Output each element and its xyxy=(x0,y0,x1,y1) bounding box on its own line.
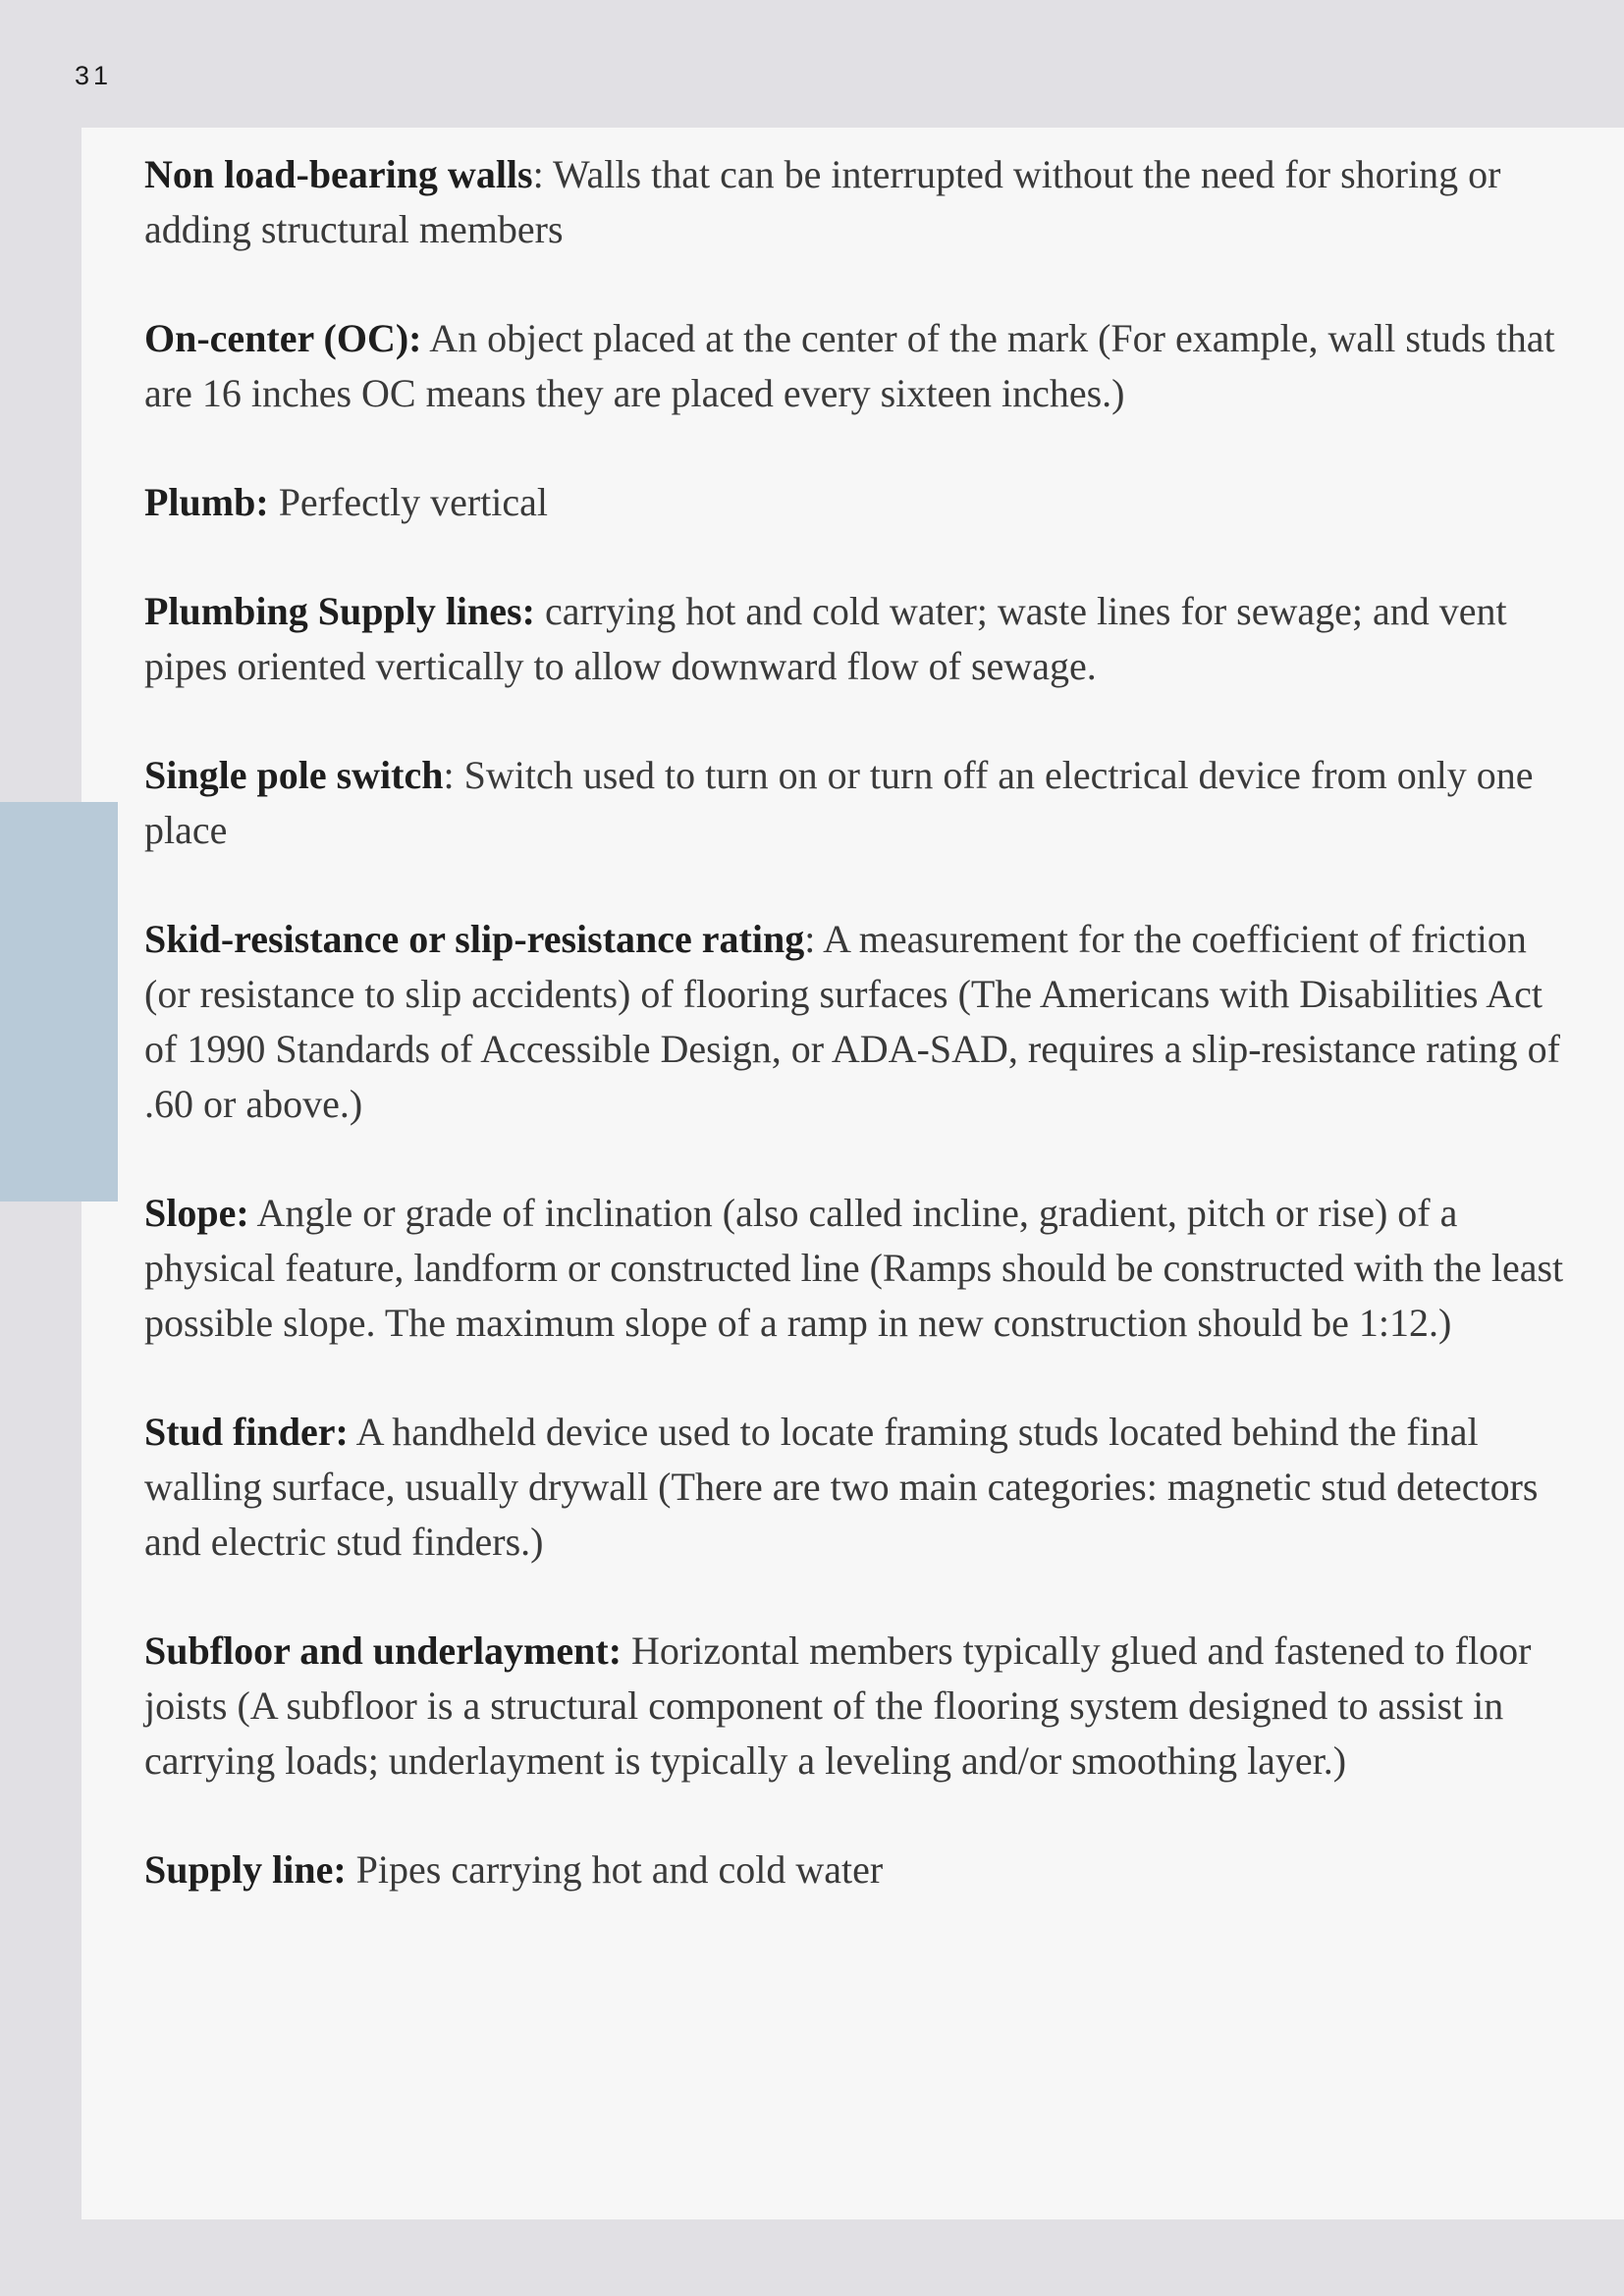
glossary-entry-stud-finder xyxy=(144,1405,1573,1570)
glossary-entry-slip-resistance-rating xyxy=(144,912,1573,1132)
term-separator xyxy=(535,589,545,633)
glossary-definition: Perfectly vertical xyxy=(278,480,548,524)
glossary-entry-subfloor-and-underlayment xyxy=(144,1624,1573,1789)
term-separator: : xyxy=(443,753,464,797)
glossary-term: Single pole switch xyxy=(144,753,444,797)
glossary-entry-plumb xyxy=(144,475,1573,530)
glossary-term: Skid-resistance or slip-resistance rating xyxy=(144,917,805,961)
glossary-entry-slope xyxy=(144,1186,1573,1351)
glossary-term: On-center (OC): xyxy=(144,316,422,360)
glossary-definition: An object placed at the center of the mark (For example, wall studs that are 16 inches OC means they are placed every sixteen inches.) xyxy=(144,316,1555,415)
glossary-definition: Walls that can be interrupted without the need for shoring or adding structural members xyxy=(144,152,1501,251)
glossary-definition: Horizontal members typically glued and fastened to floor joists (A subfloor is a structural component of the flooring system designed to assist in carrying loads; underlayment is typically a leveling and/or smoothing layer.) xyxy=(144,1629,1532,1783)
glossary-entry-non-load-bearing-walls xyxy=(144,147,1573,257)
glossary-term: Plumbing Supply lines: xyxy=(144,589,535,633)
glossary-term: Non load-bearing walls xyxy=(144,152,533,196)
glossary-term: Subfloor and underlayment: xyxy=(144,1629,623,1673)
glossary-entry-plumbing-supply-lines xyxy=(144,584,1573,694)
glossary-definition: Pipes carrying hot and cold water xyxy=(355,1847,884,1892)
term-separator xyxy=(269,480,279,524)
glossary-entry-on-center xyxy=(144,311,1573,421)
term-separator: : xyxy=(804,917,824,961)
term-separator xyxy=(349,1410,356,1454)
side-tab-marker xyxy=(0,802,118,1201)
glossary-definition: Angle or grade of inclination (also called incline, gradient, pitch or rise) of a physical feature, landform or constructed line (Ramps should be constructed with the least possible slope. The maximum slope of a ramp in new construction should be 1:12.) xyxy=(144,1191,1564,1345)
glossary-definition: carrying hot and cold water; waste lines for sewage; and vent pipes oriented vertically to allow downward flow of sewage. xyxy=(144,589,1507,688)
glossary-term: Supply line: xyxy=(144,1847,347,1892)
glossary-definition: A handheld device used to locate framing studs located behind the final walling surface, usually drywall (There are two main categories: magnetic stud detectors and electric stud finders.) xyxy=(144,1410,1539,1564)
page-number: 31 xyxy=(75,61,113,90)
glossary-definition: A measurement for the coefficient of friction (or resistance to slip accidents) of flooring surfaces (The Americans with Disabilities Act of 1990 Standards of Accessible Design, or ADA-SAD, requires a slip-resistance rating of .60 or above.) xyxy=(144,917,1560,1126)
glossary-term: Slope: xyxy=(144,1191,249,1235)
glossary-definition: Switch used to turn on or turn off an electrical device from only one place xyxy=(144,753,1534,852)
glossary-entry-single-pole-switch xyxy=(144,748,1573,858)
glossary-term: Plumb: xyxy=(144,480,269,524)
glossary-entry-supply-line xyxy=(144,1842,1573,1897)
glossary-term: Stud finder: xyxy=(144,1410,349,1454)
term-separator: : xyxy=(532,152,553,196)
term-separator xyxy=(347,1847,356,1892)
term-separator xyxy=(622,1629,631,1673)
glossary-list xyxy=(144,147,1573,1951)
